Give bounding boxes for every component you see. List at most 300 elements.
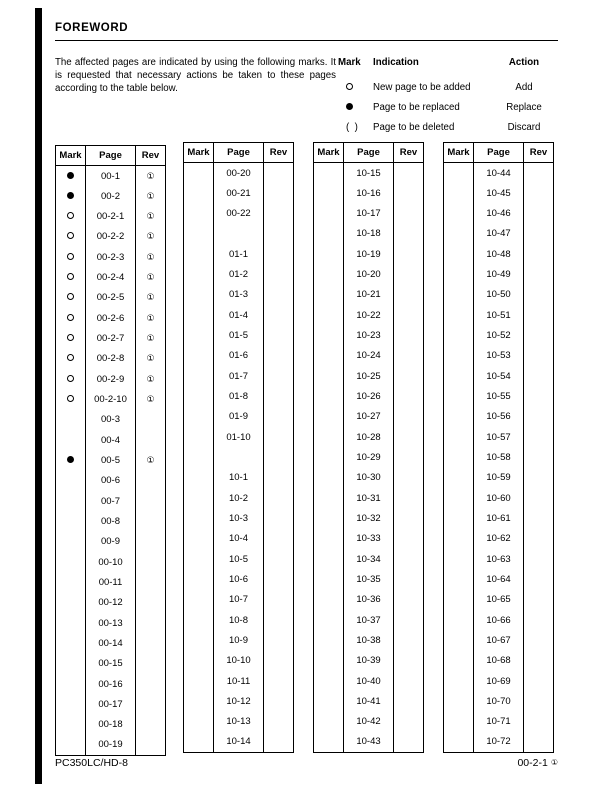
page-number: 01-9 <box>214 407 264 427</box>
page-table-row <box>56 613 166 633</box>
page-table-row <box>314 325 424 345</box>
mark-cell <box>184 508 214 528</box>
rev-mark <box>394 468 424 488</box>
page-number: 10-17 <box>344 203 394 223</box>
page-table-row <box>56 308 166 328</box>
rev-mark <box>136 511 166 531</box>
page-table-row <box>56 654 166 674</box>
rev-mark <box>524 590 554 610</box>
rev-mark: ① <box>136 349 166 369</box>
page-number: 10-2 <box>214 488 264 508</box>
rev-mark <box>264 691 294 711</box>
legend-mark-cell <box>338 102 373 122</box>
page-table-row <box>314 427 424 447</box>
mark-cell <box>314 163 344 183</box>
page-table-row <box>314 671 424 691</box>
binding-edge-bar <box>35 8 42 784</box>
mark-cell <box>56 410 86 430</box>
mark-cell <box>184 407 214 427</box>
page-number: 10-67 <box>474 630 524 650</box>
col-header-rev: Rev <box>264 143 294 163</box>
mark-cell <box>184 366 214 386</box>
page-number: 00-2-4 <box>86 267 136 287</box>
page-number: 10-32 <box>344 508 394 528</box>
col-header-rev: Rev <box>524 143 554 163</box>
rev-mark <box>264 224 294 244</box>
page-number: 10-60 <box>474 488 524 508</box>
page-added-mark-icon <box>67 314 74 321</box>
mark-cell <box>184 630 214 650</box>
rev-mark <box>264 610 294 630</box>
mark-cell <box>184 427 214 447</box>
mark-cell <box>184 529 214 549</box>
mark-cell <box>444 305 474 325</box>
rev-mark <box>394 590 424 610</box>
rev-mark <box>524 346 554 366</box>
page-number: 00-2-2 <box>86 227 136 247</box>
mark-cell <box>56 471 86 491</box>
mark-cell <box>444 346 474 366</box>
mark-cell <box>314 244 344 264</box>
rev-mark <box>524 630 554 650</box>
page-number: 10-12 <box>214 691 264 711</box>
page-number: 00-15 <box>86 654 136 674</box>
col-header-page: Page <box>474 143 524 163</box>
legend-indication: Page to be replaced <box>373 102 460 113</box>
page-number: 00-2 <box>86 186 136 206</box>
marks-legend <box>338 57 559 142</box>
page-number: 10-8 <box>214 610 264 630</box>
page-table-row <box>56 471 166 491</box>
page-number: 10-29 <box>344 447 394 467</box>
page-table-row <box>184 386 294 406</box>
page-number: 00-6 <box>86 471 136 491</box>
mark-cell <box>314 285 344 305</box>
mark-cell <box>184 264 214 284</box>
mark-cell <box>314 305 344 325</box>
page-table-row <box>184 488 294 508</box>
page-table-row <box>444 407 554 427</box>
page-number: 10-38 <box>344 630 394 650</box>
page-number: 00-14 <box>86 633 136 653</box>
table-header-row <box>184 143 294 163</box>
legend-row-add <box>338 82 559 102</box>
page-number: 00-2-10 <box>86 389 136 409</box>
mark-cell <box>184 244 214 264</box>
mark-cell <box>56 593 86 613</box>
page-number: 10-37 <box>344 610 394 630</box>
page-table-row <box>444 203 554 223</box>
mark-cell <box>184 305 214 325</box>
page-table-row <box>444 183 554 203</box>
page-table-row <box>314 447 424 467</box>
table-header-row <box>56 146 166 166</box>
page-number: 10-40 <box>344 671 394 691</box>
page-number: 10-70 <box>474 691 524 711</box>
page-table-row <box>56 349 166 369</box>
page-table-row <box>444 447 554 467</box>
page-added-mark-icon <box>67 253 74 260</box>
rev-mark <box>524 203 554 223</box>
page-added-mark-icon <box>67 293 74 300</box>
legend-action: Add <box>515 82 533 93</box>
page-number: 10-3 <box>214 508 264 528</box>
page-table-row <box>56 288 166 308</box>
page-number: 00-20 <box>214 163 264 183</box>
rev-mark <box>136 715 166 735</box>
col-header-page: Page <box>344 143 394 163</box>
rev-mark <box>264 732 294 752</box>
page-number: 10-45 <box>474 183 524 203</box>
rev-mark: ① <box>136 206 166 226</box>
mark-cell <box>184 386 214 406</box>
mark-cell <box>184 712 214 732</box>
legend-indication: New page to be added <box>373 82 471 93</box>
legend-mark-cell <box>338 82 373 102</box>
page-table-row <box>314 549 424 569</box>
page-number: 10-14 <box>214 732 264 752</box>
rev-mark <box>264 427 294 447</box>
page-table-row <box>314 244 424 264</box>
mark-cell <box>56 633 86 653</box>
rev-mark <box>136 471 166 491</box>
page-table-row <box>56 532 166 552</box>
page-table-row <box>184 630 294 650</box>
mark-cell <box>314 488 344 508</box>
page-number: 00-13 <box>86 613 136 633</box>
page-table-row <box>444 488 554 508</box>
rev-mark <box>264 244 294 264</box>
rev-mark <box>394 244 424 264</box>
page-number: 10-55 <box>474 386 524 406</box>
page-table-row <box>314 203 424 223</box>
page-number: 10-72 <box>474 732 524 752</box>
mark-cell <box>444 691 474 711</box>
rev-mark <box>264 549 294 569</box>
page-number: 00-12 <box>86 593 136 613</box>
mark-cell <box>184 488 214 508</box>
mark-cell <box>314 325 344 345</box>
page-number: 00-3 <box>86 410 136 430</box>
page-table-row <box>444 651 554 671</box>
page-number: 00-2-3 <box>86 247 136 267</box>
page-added-mark-icon <box>67 212 74 219</box>
mark-cell <box>56 267 86 287</box>
page-table-row <box>314 508 424 528</box>
mark-cell <box>184 468 214 488</box>
page-number: 00-22 <box>214 203 264 223</box>
legend-header-mark: Mark <box>338 57 361 68</box>
page-number: 10-1 <box>214 468 264 488</box>
page-table-row <box>314 630 424 650</box>
page-added-mark-icon <box>67 375 74 382</box>
mark-cell <box>314 712 344 732</box>
mark-cell <box>444 651 474 671</box>
new-page-mark-icon <box>346 83 353 90</box>
rev-mark <box>394 549 424 569</box>
mark-cell <box>314 732 344 752</box>
page-table-row <box>184 712 294 732</box>
page-title: FOREWORD <box>55 22 129 34</box>
page-number: 10-58 <box>474 447 524 467</box>
page-table-row <box>184 427 294 447</box>
page-number: 10-25 <box>344 366 394 386</box>
page-table-row <box>184 244 294 264</box>
affected-pages-table-2 <box>183 142 294 753</box>
page-number: 10-22 <box>344 305 394 325</box>
page-number: 01-6 <box>214 346 264 366</box>
rev-mark <box>136 694 166 714</box>
page-number: 10-34 <box>344 549 394 569</box>
page-number: 10-48 <box>474 244 524 264</box>
rev-mark <box>264 651 294 671</box>
rev-mark <box>524 569 554 589</box>
mark-cell <box>444 386 474 406</box>
page-number: 10-27 <box>344 407 394 427</box>
page-table-row <box>314 712 424 732</box>
rev-mark <box>264 163 294 183</box>
page-table-row <box>444 346 554 366</box>
rev-mark <box>524 610 554 630</box>
mark-cell <box>444 224 474 244</box>
mark-cell <box>184 447 214 467</box>
rev-mark: ① <box>136 186 166 206</box>
rev-mark <box>524 285 554 305</box>
mark-cell <box>314 264 344 284</box>
page-number: 10-63 <box>474 549 524 569</box>
mark-cell <box>444 630 474 650</box>
mark-cell <box>184 651 214 671</box>
page-table-row <box>184 285 294 305</box>
mark-cell <box>314 447 344 467</box>
mark-cell <box>56 694 86 714</box>
page-number: 00-9 <box>86 532 136 552</box>
page-number: 10-62 <box>474 529 524 549</box>
page-number: 10-39 <box>344 651 394 671</box>
rev-mark <box>264 203 294 223</box>
page-replaced-mark-icon <box>67 192 74 199</box>
mark-cell <box>184 671 214 691</box>
page-number: 10-51 <box>474 305 524 325</box>
page-number: 10-13 <box>214 712 264 732</box>
page-number: 10-11 <box>214 671 264 691</box>
page-number: 00-2-8 <box>86 349 136 369</box>
rev-mark <box>136 410 166 430</box>
legend-action: Replace <box>506 102 542 113</box>
page-number: 10-15 <box>344 163 394 183</box>
page-table-row <box>314 285 424 305</box>
rev-mark <box>136 593 166 613</box>
page-table-row <box>314 264 424 284</box>
rev-mark <box>394 346 424 366</box>
col-header-mark: Mark <box>314 143 344 163</box>
rev-mark <box>264 285 294 305</box>
page-table-row <box>56 328 166 348</box>
page-number: 10-47 <box>474 224 524 244</box>
mark-cell <box>444 183 474 203</box>
rev-mark <box>264 590 294 610</box>
rev-mark <box>394 305 424 325</box>
rev-mark <box>524 468 554 488</box>
mark-cell <box>314 183 344 203</box>
rev-mark <box>394 671 424 691</box>
page-table-row <box>444 285 554 305</box>
rev-mark <box>524 305 554 325</box>
page-table-row <box>444 732 554 752</box>
rev-mark <box>524 386 554 406</box>
page-number: 00-2-6 <box>86 308 136 328</box>
rev-mark: ① <box>136 369 166 389</box>
table-header-row <box>314 143 424 163</box>
mark-cell <box>56 247 86 267</box>
mark-cell <box>184 224 214 244</box>
page-number: 00-5 <box>86 450 136 470</box>
rev-mark <box>394 630 424 650</box>
rev-mark <box>264 569 294 589</box>
affected-pages-table-1 <box>55 145 166 756</box>
rev-mark <box>136 552 166 572</box>
mark-cell <box>314 407 344 427</box>
page-number: 10-50 <box>474 285 524 305</box>
rev-mark <box>394 691 424 711</box>
col-header-rev: Rev <box>394 143 424 163</box>
mark-cell <box>444 712 474 732</box>
page-table-row <box>444 468 554 488</box>
page-table-row <box>444 691 554 711</box>
rev-mark <box>264 407 294 427</box>
rev-mark <box>394 427 424 447</box>
mark-cell <box>56 511 86 531</box>
mark-cell <box>184 285 214 305</box>
legend-header-action: Action <box>508 57 540 68</box>
page-number: 10-6 <box>214 569 264 589</box>
rev-mark <box>264 630 294 650</box>
page-table-row <box>184 549 294 569</box>
mark-cell <box>56 552 86 572</box>
rev-mark <box>394 366 424 386</box>
page-table-row <box>56 674 166 694</box>
mark-cell <box>184 203 214 223</box>
col-header-page: Page <box>214 143 264 163</box>
page-table-row <box>444 712 554 732</box>
page-table-row <box>184 732 294 752</box>
page-number: 10-20 <box>344 264 394 284</box>
page-number: 00-2-1 <box>86 206 136 226</box>
rev-mark <box>136 654 166 674</box>
mark-cell <box>184 183 214 203</box>
page-table-row <box>184 447 294 467</box>
page-number: 10-9 <box>214 630 264 650</box>
rev-mark: ① <box>136 288 166 308</box>
rev-mark <box>136 633 166 653</box>
mark-cell <box>444 366 474 386</box>
table-header-row <box>444 143 554 163</box>
rev-mark <box>264 529 294 549</box>
page-table-row <box>444 244 554 264</box>
mark-cell <box>444 529 474 549</box>
page-number: 10-57 <box>474 427 524 447</box>
page-table-row <box>314 610 424 630</box>
page-number: 10-16 <box>344 183 394 203</box>
page-number: 10-65 <box>474 590 524 610</box>
page-table-row <box>314 468 424 488</box>
mark-cell <box>444 610 474 630</box>
mark-cell <box>314 671 344 691</box>
rev-mark: ① <box>136 267 166 287</box>
mark-cell <box>314 366 344 386</box>
page-table-row <box>314 488 424 508</box>
mark-cell <box>56 450 86 470</box>
mark-cell <box>444 244 474 264</box>
affected-pages-table-4 <box>443 142 554 753</box>
rev-mark <box>394 203 424 223</box>
page-number: 00-2-5 <box>86 288 136 308</box>
rev-mark: ① <box>136 308 166 328</box>
rev-mark: ① <box>136 389 166 409</box>
legend-indication: Page to be deleted <box>373 122 455 133</box>
rev-mark <box>264 386 294 406</box>
page-table-row <box>444 264 554 284</box>
page-table-row <box>444 386 554 406</box>
page-number: 00-2-9 <box>86 369 136 389</box>
col-header-page: Page <box>86 146 136 166</box>
page-number: 00-21 <box>214 183 264 203</box>
mark-cell <box>444 427 474 447</box>
page-number: 10-5 <box>214 549 264 569</box>
page-number: 10-35 <box>344 569 394 589</box>
rev-mark <box>136 491 166 511</box>
mark-cell <box>314 224 344 244</box>
rev-mark <box>394 407 424 427</box>
page-table-row <box>314 163 424 183</box>
page-number: 00-2-7 <box>86 328 136 348</box>
delete-page-mark: ( ) <box>346 122 358 133</box>
page-table-row <box>56 410 166 430</box>
page-table-row <box>184 610 294 630</box>
page-number: 00-11 <box>86 572 136 592</box>
mark-cell <box>314 427 344 447</box>
mark-cell <box>184 163 214 183</box>
rev-mark <box>524 244 554 264</box>
mark-cell <box>314 590 344 610</box>
rev-mark <box>394 651 424 671</box>
page-table-row <box>56 166 166 186</box>
rev-mark <box>524 224 554 244</box>
rev-mark <box>524 529 554 549</box>
legend-row-replace <box>338 102 559 122</box>
rev-mark <box>394 163 424 183</box>
mark-cell <box>314 529 344 549</box>
page-table-row <box>56 694 166 714</box>
page-number: 10-53 <box>474 346 524 366</box>
page-table-row <box>56 430 166 450</box>
rev-mark: ① <box>136 328 166 348</box>
col-header-mark: Mark <box>184 143 214 163</box>
page-table-row <box>56 715 166 735</box>
page-table-row <box>56 267 166 287</box>
page-table-row <box>56 552 166 572</box>
page-table-row <box>184 224 294 244</box>
page-number: 10-66 <box>474 610 524 630</box>
rev-mark <box>524 508 554 528</box>
page-table-row <box>56 593 166 613</box>
mark-cell <box>444 163 474 183</box>
mark-cell <box>56 532 86 552</box>
page-number: 10-23 <box>344 325 394 345</box>
intro-paragraph: The affected pages are indicated by using the following marks. It is requested that necessary actions be taken to these pages according to the table below. <box>55 57 336 94</box>
page-table-row <box>314 529 424 549</box>
mark-cell <box>56 349 86 369</box>
